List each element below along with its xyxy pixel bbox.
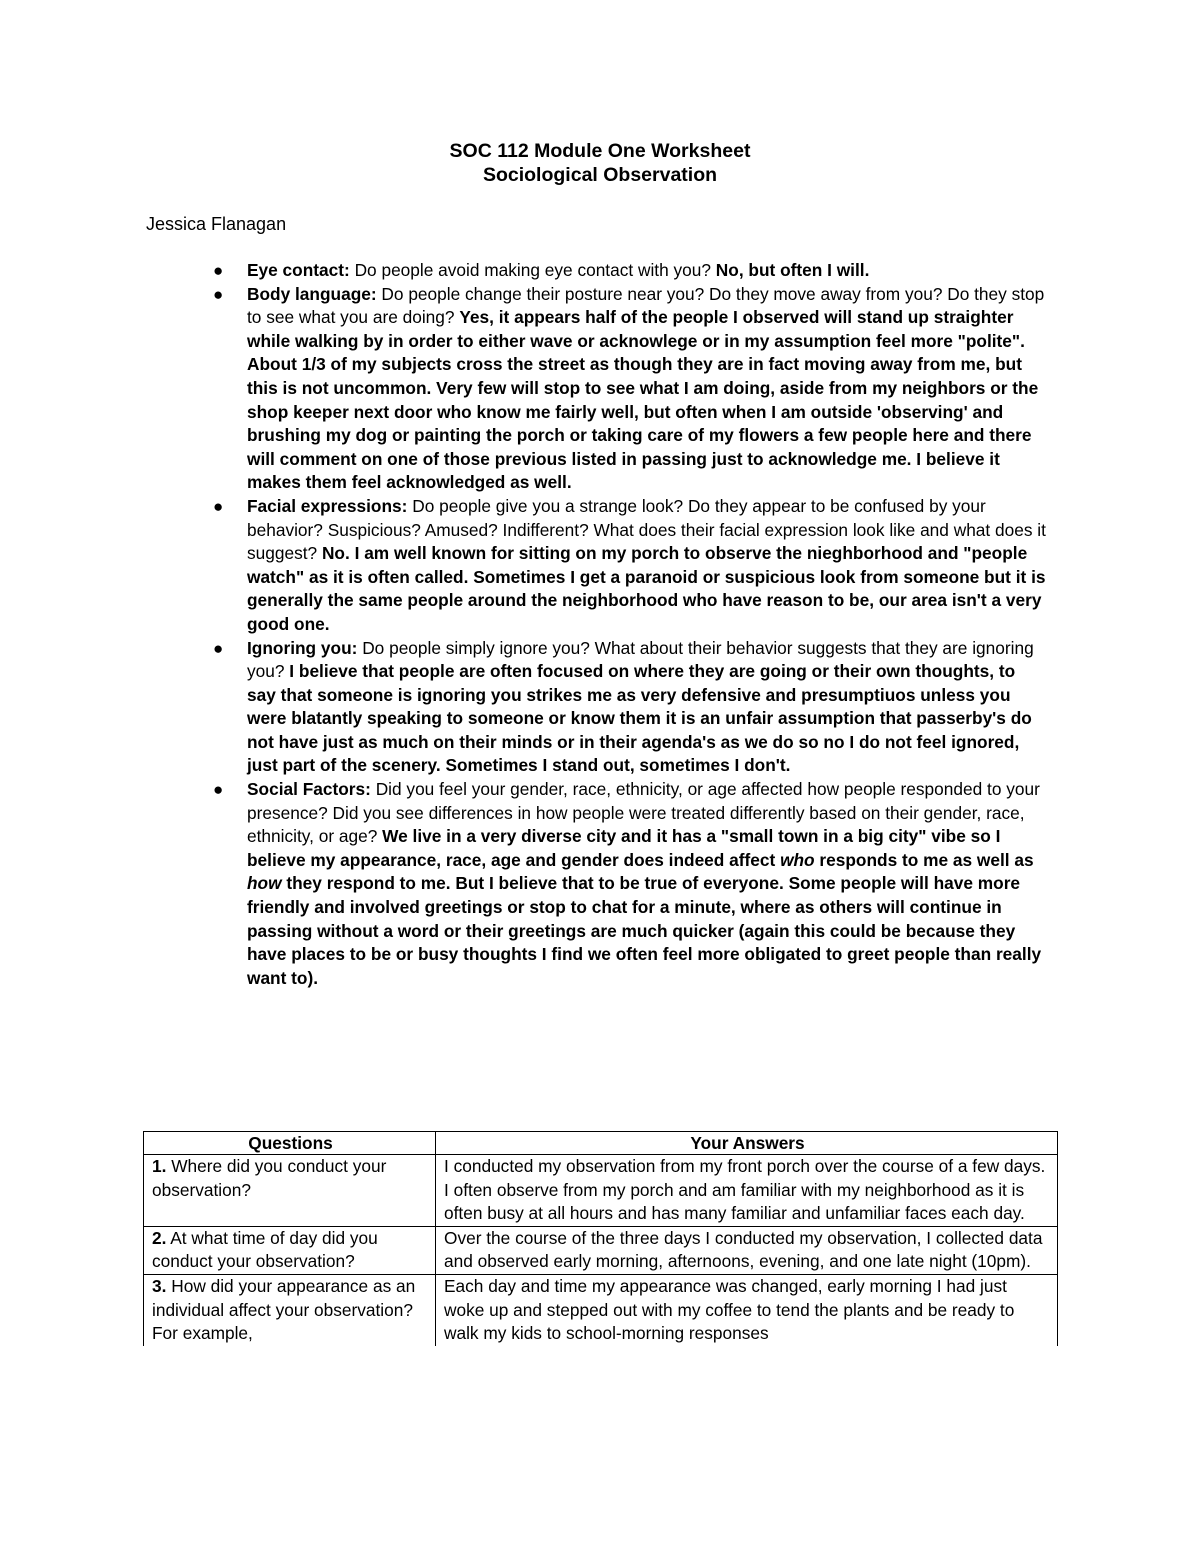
answer-cell: I conducted my observation from my front porch over the course of a few days. I often observe from my porch and am familiar with my neighborhood as it is often busy at all hours and has many familiar and unfamiliar faces each day. (436, 1155, 1058, 1227)
author-name: Jessica Flanagan (146, 214, 287, 234)
item-term: Body language: (247, 283, 377, 304)
bullet-icon: ● (213, 261, 224, 280)
item-answer: I believe that people are often focused on where they are going or their own thoughts, to say that someone is ignoring you strikes me as very defensive and presumptiuos unless you were blatantly speaking to someone or know them it is an unfair assumption that passerby's do not have just as much on their minds or in their agenda's as we do so no I do not feel ignored, just part of the scenery. Sometimes I stand out, sometimes I don't. (247, 661, 1032, 776)
question-cell (144, 1226, 436, 1274)
bullet-icon: ● (213, 780, 224, 800)
answer-part-c: they respond to me. But I believe that to be true of everyone. Some people will have more friendly and involved greetings or stop to chat for a minute, where as others will continue in passing without a word or their greetings are much quicker (again this could be because they have places to be or busy thoughts I find we often feel more obligated to greet people than really want to). (247, 873, 1042, 988)
list-item-body-language (213, 283, 1047, 495)
question-text: Where did you conduct your observation? (152, 1156, 387, 1200)
list-item-facial-expressions (213, 495, 1047, 637)
table-row (144, 1155, 1058, 1227)
item-answer (247, 826, 1041, 988)
item-term: Eye contact: (247, 260, 350, 280)
item-answer: Yes, it appears half of the people I observed will stand up straighter while walking by in order to either wave or acknowlege or in my assumption feel more "polite". About 1/3 of my subjects cross the street as though they are in fact moving away from me, but this is not uncommon. Very few will stop to see what I am doing, aside from my neighbors or the shop keeper next door who know me fairly well, but often when I am outside 'observing' and brushing my dog or painting the porch or taking care of my flowers a few people here and there will comment on one of those previous listed in passing just to acknowledge me. I believe it makes them feel acknowledged as well. (247, 307, 1039, 493)
observation-list (213, 259, 1047, 990)
table-row (144, 1274, 1058, 1345)
item-prompt: Do people simply ignore you? What about their behavior suggests that they are ignoring you? (247, 637, 1034, 682)
title-block (0, 139, 1200, 187)
question-cell (144, 1274, 436, 1345)
table-header-row (144, 1132, 1058, 1155)
answer-emphasis-who: who (780, 849, 815, 870)
item-prompt: Do people avoid making eye contact with you? (349, 260, 716, 280)
question-number: 2. (152, 1227, 167, 1248)
table-row (144, 1226, 1058, 1274)
question-cell (144, 1155, 436, 1227)
question-number: 3. (152, 1275, 167, 1296)
question-text: At what time of day did you conduct your observation? (152, 1227, 378, 1272)
item-answer: No. I am well known for sitting on my porch to observe the nieghborhood and "people watch" as it is often called. Sometimes I get a paranoid or suspicious look from someone but it is generally the same people around the neighborhood who have reason to be, our area isn't a very good one. (247, 543, 1046, 634)
bullet-icon: ● (213, 638, 224, 658)
item-prompt: Did you feel your gender, race, ethnicity, or age affected how people responded to your presence? Did you see differences in how people were treated differently based on their gender, race, ethnicity, or age? (247, 779, 1040, 847)
header-your-answers: Your Answers (436, 1132, 1058, 1155)
document-subtitle: Sociological Observation (482, 164, 718, 186)
question-text: How did your appearance as an individual affect your observation? For example, (152, 1275, 416, 1344)
item-prompt: Do people change their posture near you? Do they move away from you? Do they stop to see what you are doing? (247, 283, 1045, 328)
item-answer: No, but often I will. (715, 260, 870, 280)
item-term: Ignoring you: (247, 637, 358, 658)
question-number: 1. (152, 1156, 167, 1176)
item-prompt: Do people give you a strange look? Do they appear to be confused by your behavior? Suspicious? Amused? Indifferent? What does their facial expression look like and what does it suggest? (247, 495, 1046, 564)
questions-table (143, 1131, 1058, 1346)
item-term: Facial expressions: (247, 495, 408, 516)
bullet-icon: ● (213, 284, 224, 304)
document-title: SOC 112 Module One Worksheet (449, 140, 751, 162)
header-questions: Questions (144, 1132, 436, 1155)
answer-cell: Each day and time my appearance was changed, early morning I had just woke up and stepped out with my coffee to tend the plants and be ready to walk my kids to school-morning responses (436, 1274, 1058, 1345)
answer-emphasis-how: how (247, 873, 282, 894)
list-item-ignoring-you (213, 637, 1047, 779)
list-item-social-factors (213, 778, 1047, 990)
item-term: Social Factors: (247, 779, 371, 800)
answer-part-b: responds to me as well as (814, 849, 1034, 870)
list-item-eye-contact (213, 259, 1047, 283)
bullet-icon: ● (213, 496, 224, 516)
answer-part-a: We live in a very diverse city and it has a "small town in a big city" vibe so I believe my appearance, race, age and gender does indeed affect (247, 826, 1001, 870)
answer-cell: Over the course of the three days I conducted my observation, I collected data and observed early morning, afternoons, evening, and one late night (10pm). (436, 1226, 1058, 1274)
